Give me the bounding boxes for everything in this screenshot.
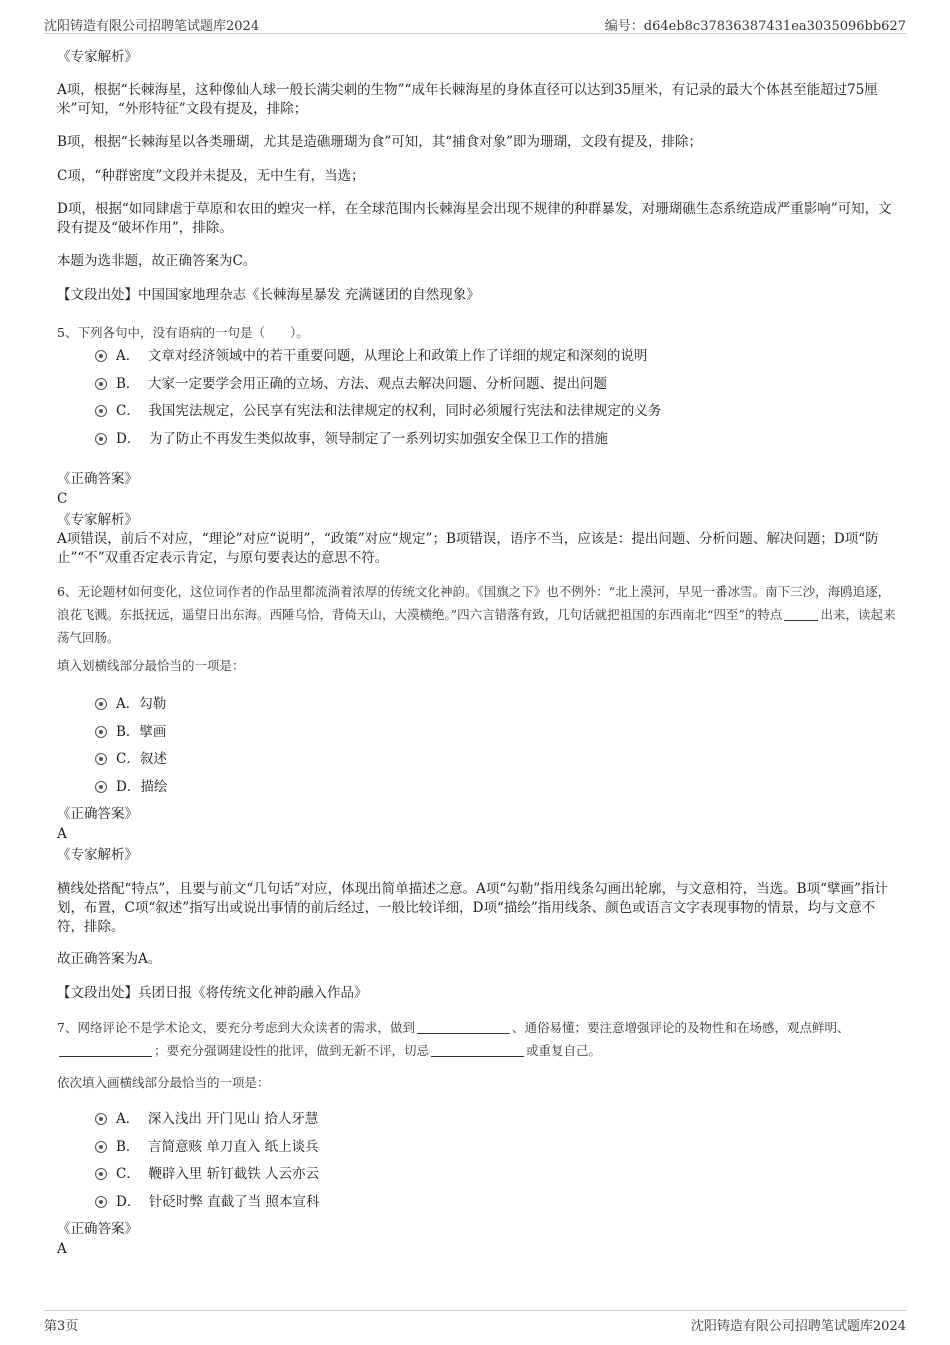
option-letter: A． [116,1111,140,1127]
option-text: 描绘 [140,779,168,795]
option-letter: C． [116,403,140,419]
q6-option-b[interactable] [95,720,166,740]
correct-answer: A [57,826,67,842]
option-text: 言简意赅 单刀直入 纸上谈兵 [148,1139,319,1155]
page-header [44,13,906,34]
fill-blank [417,1021,510,1034]
option-text: 鞭辟入里 斩钉截铁 人云亦云 [148,1166,320,1182]
radio-icon[interactable] [95,1141,107,1153]
q6-conclusion: 故正确答案为A。 [57,951,162,967]
q5-option-d[interactable] [95,427,608,447]
question-text: 、通俗易懂；要注意增强评论的及物性和在场感，观点鲜明、 [511,1020,850,1035]
radio-icon[interactable] [95,1196,107,1208]
page-footer [44,1310,906,1335]
fill-blank [59,1044,152,1057]
q5-option-a[interactable] [95,344,647,364]
radio-icon[interactable] [95,753,107,765]
option-letter: A． [116,696,140,712]
header-title: 沈阳铸造有限公司招聘笔试题库2024 [44,19,260,34]
question-text: 7、网络评论不是学术论文，要充分考虑到大众读者的需求，做到 [57,1020,415,1035]
expert-analysis-label: 《专家解析》 [57,847,138,863]
radio-icon[interactable] [95,350,107,362]
option-text: 针砭时弊 直截了当 照本宣科 [148,1194,320,1210]
q5-option-c[interactable] [95,399,661,419]
fill-blank [431,1044,524,1057]
option-text: 擘画 [139,724,167,740]
q6-prompt: 填入划横线部分最恰当的一项是： [57,658,245,673]
option-letter: D． [116,1194,141,1210]
option-letter: B． [116,376,140,392]
q6-analysis: 横线处搭配“特点”，且要与前文“几句话”对应，体现出简单描述之意。A项“勾勒”指用线条勾画出轮廓，与文意相符，当选。B项“擘画”指计划，布置，C项“叙述”指写出或说出事情的前后经过，一般比较详细，D项“描绘”指用线条、颜色或语言文字表现事物的情景，均与文意不符，排除。 [57,881,888,935]
radio-icon[interactable] [95,405,107,417]
radio-icon[interactable] [95,726,107,738]
option-text: 叙述 [139,751,167,767]
analysis-option-b: B项，根据“长棘海星以各类珊瑚，尤其是造礁珊瑚为食”可知，其“捕食对象”即为珊瑚，文段有提及，排除； [57,134,703,150]
correct-answer: A [57,1241,67,1257]
radio-icon[interactable] [95,433,107,445]
option-letter: B． [116,724,140,740]
option-text: 我国宪法规定，公民享有宪法和法律规定的权利，同时必须履行宪法和法律规定的义务 [148,403,662,419]
q6-option-d[interactable] [95,775,167,795]
analysis-option-a: A项，根据“长棘海星，这种像仙人球一般长满尖刺的生物”“成年长棘海星的身体直径可以达到35厘米，有记录的最大个体甚至能超过75厘米”可知，“外形特征”文段有提及，排除； [57,82,878,117]
question-5: 5、下列各句中，没有语病的一句是（ ）。 [57,325,309,340]
correct-answer-label: 《正确答案》 [57,471,138,487]
question-6 [57,580,897,649]
fill-blank [784,608,818,621]
option-text: 深入浅出 开门见山 拾人牙慧 [147,1111,319,1127]
radio-icon[interactable] [95,378,107,390]
q5-analysis: A项错误，前后不对应，“理论”对应“说明”，“政策”对应“规定”；B项错误，语序不当，应该是：提出问题、分析问题、解决问题；D项“防止”“不”双重否定表示肯定，与原句要表达的意思不符。 [57,531,879,566]
q6-source: 【文段出处】兵团日报《将传统文化神韵融入作品》 [57,985,368,1001]
question-text: 6、无论题材如何变化，这位词作者的作品里都流淌着浓厚的传统文化神韵。《国旗之下》也不例外：“北上漠河，早见一番冰雪。南下三沙，海鸥追逐，浪花飞溅。东抵抚远，遥望日出东海。西陲乌恰，背倚天山，大漠横绝。”四六言错落有致，几句话就把祖国的东西南北“四至”的特点 [57,584,891,622]
q7-option-b[interactable] [95,1135,319,1155]
expert-analysis-label: 《专家解析》 [57,512,138,528]
footer-title: 沈阳铸造有限公司招聘笔试题库2024 [690,1319,906,1334]
correct-answer-label: 《正确答案》 [57,1221,138,1237]
correct-answer: C [57,491,68,507]
option-text: 文章对经济领域中的若干重要问题，从理论上和政策上作了详细的规定和深刻的说明 [147,348,648,364]
option-letter: C． [116,751,140,767]
option-letter: C． [116,1166,140,1182]
option-letter: D． [116,431,141,447]
radio-icon[interactable] [95,1168,107,1180]
q7-option-c[interactable] [95,1162,319,1182]
question-text: 或重复自己。 [526,1043,602,1058]
analysis-conclusion: 本题为选非题，故正确答案为C。 [57,253,257,269]
option-letter: D． [116,779,141,795]
option-text: 为了防止不再发生类似故事，领导制定了一系列切实加强安全保卫工作的措施 [148,431,608,447]
option-text: 大家一定要学会用正确的立场、方法、观点去解决问题、分析问题、提出问题 [148,376,608,392]
option-text: 勾勒 [139,696,167,712]
expert-analysis-label: 《专家解析》 [57,49,138,65]
q6-option-c[interactable] [95,747,167,767]
radio-icon[interactable] [95,781,107,793]
q7-option-a[interactable] [95,1107,318,1127]
option-letter: B． [116,1139,140,1155]
correct-answer-label: 《正确答案》 [57,806,138,822]
question-text: ；要充分强调建设性的批评，做到无新不评，切忌 [154,1043,430,1058]
question-7 [57,1016,897,1062]
radio-icon[interactable] [95,1113,107,1125]
header-doc-id: 编号：d64eb8c37836387431ea3035096bb627 [604,19,906,34]
analysis-option-c: C项，“种群密度”文段并未提及，无中生有，当选； [57,168,365,184]
radio-icon[interactable] [95,698,107,710]
q6-option-a[interactable] [95,692,166,712]
q7-prompt: 依次填入画横线部分最恰当的一项是： [57,1075,270,1090]
q5-option-b[interactable] [95,372,607,392]
question-text: 出来，读起来荡气回肠。 [57,607,896,645]
analysis-source: 【文段出处】中国国家地理杂志《长棘海星暴发 充满谜团的自然现象》 [57,287,480,303]
option-letter: A． [116,348,140,364]
page-number: 第3页 [44,1319,79,1334]
q7-option-d[interactable] [95,1190,320,1210]
analysis-option-d: D项，根据“如同肆虐于草原和农田的蝗灾一样，在全球范围内长棘海星会出现不规律的种群暴发，对珊瑚礁生态系统造成严重影响”可知，文段有提及“破坏作用”，排除。 [57,201,892,236]
